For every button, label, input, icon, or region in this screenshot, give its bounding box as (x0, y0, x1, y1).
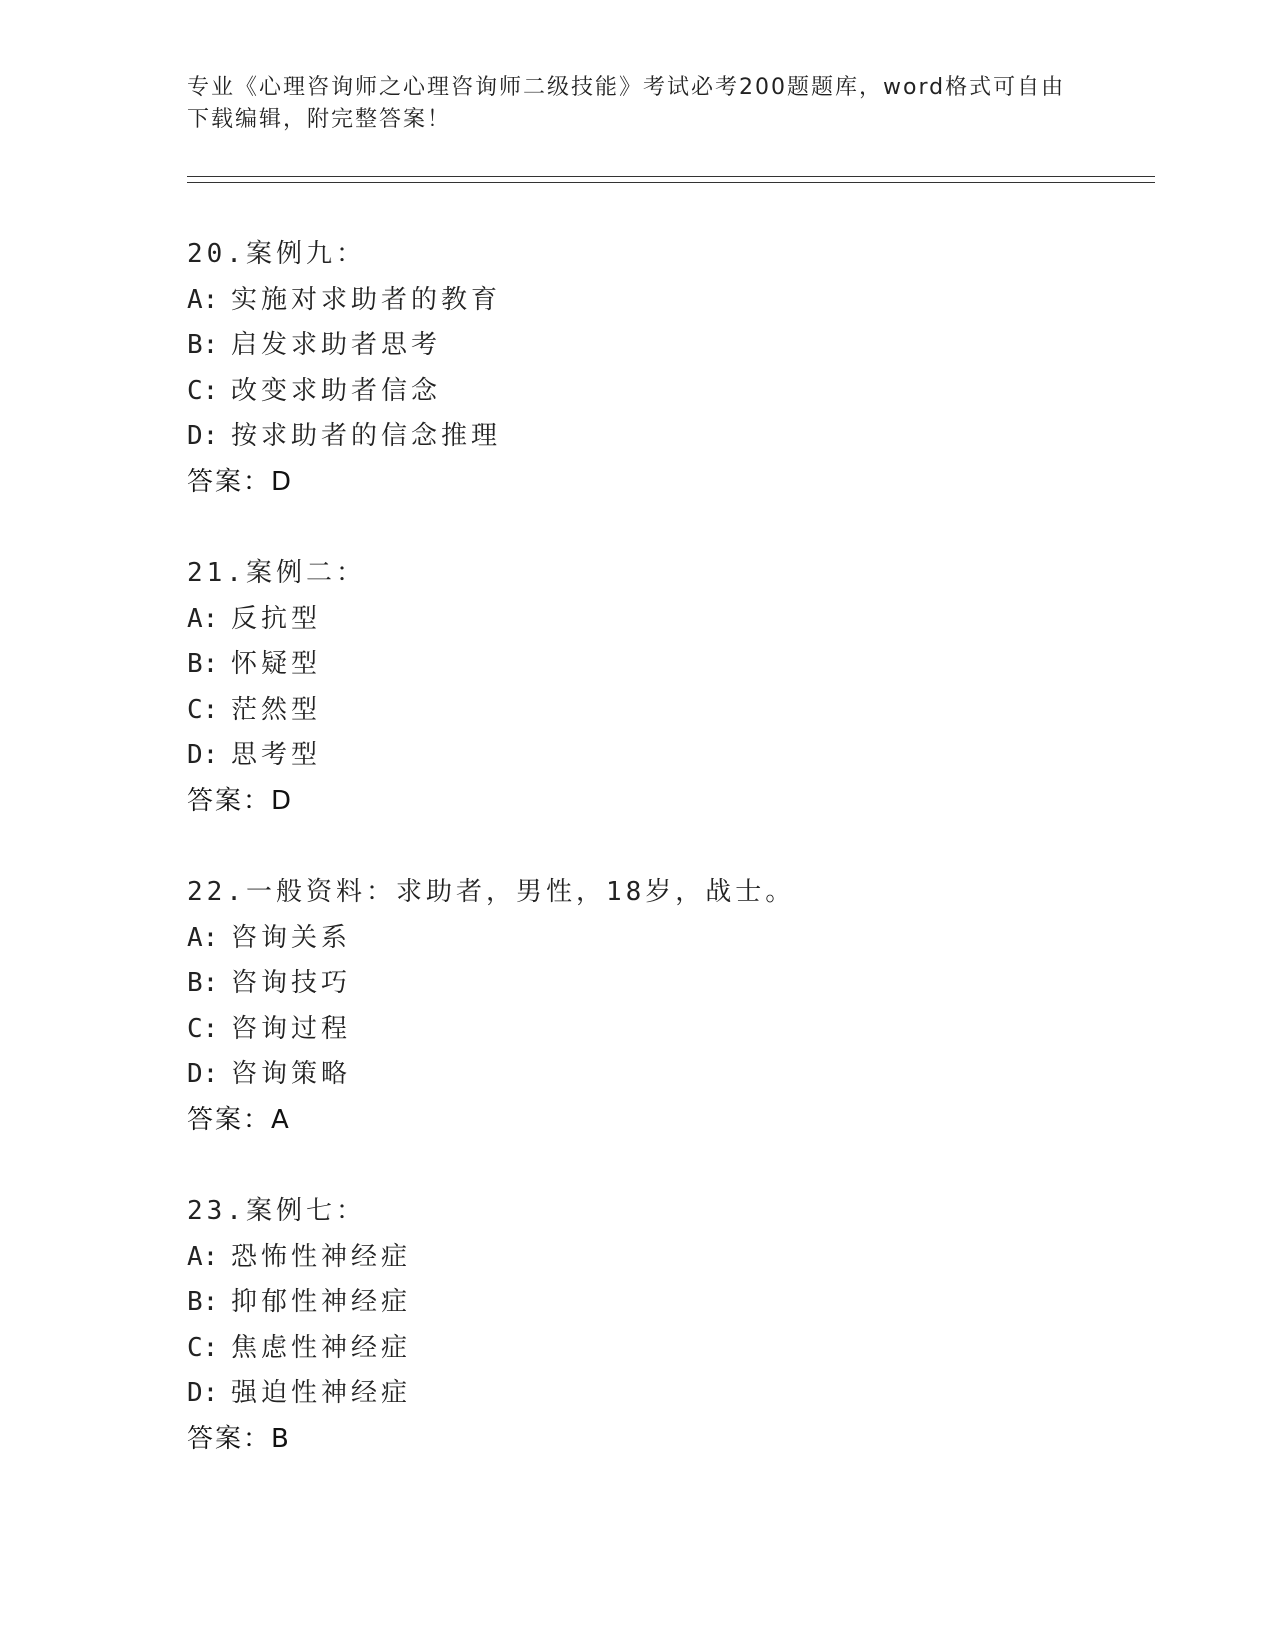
option-text: 怀疑型 (231, 649, 322, 679)
option-letter: B: (187, 649, 219, 679)
option-text: 咨询策略 (231, 1059, 352, 1089)
option-text: 强迫性神经症 (231, 1378, 412, 1408)
option-d (187, 1371, 1147, 1417)
option-b (187, 1280, 1147, 1326)
question-stem: 23.案例七： (187, 1196, 366, 1226)
question-22 (187, 870, 1147, 1143)
answer-line: 答案：D (187, 466, 294, 497)
option-a (187, 916, 1147, 962)
option-text: 实施对求助者的教育 (231, 284, 502, 315)
option-text: 改变求助者信念 (231, 375, 442, 406)
option-b (187, 961, 1147, 1007)
option-text: 咨询关系 (231, 922, 352, 953)
option-text: 反抗型 (231, 603, 322, 634)
option-b (187, 323, 1147, 369)
question-21 (187, 551, 1147, 824)
option-letter: D: (187, 1378, 219, 1408)
option-text: 抑郁性神经症 (231, 1287, 412, 1317)
question-stem: 20.案例九： (187, 239, 366, 269)
answer-line: 答案：B (187, 1423, 291, 1454)
option-letter: A: (187, 284, 219, 315)
answer-line: 答案：D (187, 785, 294, 816)
answer-line: 答案：A (187, 1104, 291, 1135)
option-c (187, 688, 1147, 734)
option-text: 茫然型 (231, 694, 322, 725)
option-a (187, 1235, 1147, 1281)
option-c (187, 369, 1147, 415)
option-letter: B: (187, 1287, 219, 1317)
question-23 (187, 1189, 1147, 1462)
document-header: 专业《心理咨询师之心理咨询师二级技能》考试必考200题题库，word格式可自由下载编辑，附完整答案！ (187, 75, 1066, 132)
question-stem: 21.案例二： (187, 558, 366, 588)
question-20 (187, 232, 1147, 505)
option-text: 咨询技巧 (231, 968, 352, 998)
option-c (187, 1007, 1147, 1053)
option-text: 恐怖性神经症 (231, 1241, 412, 1272)
option-letter: C: (187, 1332, 219, 1363)
option-letter: D: (187, 1059, 219, 1089)
option-text: 思考型 (231, 740, 322, 770)
option-d (187, 414, 1147, 460)
option-a (187, 278, 1147, 324)
header-divider-bottom (187, 182, 1155, 183)
option-letter: A: (187, 1241, 219, 1272)
option-text: 启发求助者思考 (231, 330, 442, 360)
option-letter: A: (187, 603, 219, 634)
question-stem: 22.一般资料：求助者，男性，18岁，战士。 (187, 877, 796, 907)
option-text: 按求助者的信念推理 (231, 421, 502, 451)
option-letter: D: (187, 421, 219, 451)
option-d (187, 733, 1147, 779)
option-c (187, 1326, 1147, 1372)
option-b (187, 642, 1147, 688)
option-letter: C: (187, 375, 219, 406)
option-letter: B: (187, 968, 219, 998)
option-d (187, 1052, 1147, 1098)
option-text: 咨询过程 (231, 1013, 352, 1044)
option-a (187, 597, 1147, 643)
header-divider-top (187, 176, 1155, 177)
option-letter: A: (187, 922, 219, 953)
option-letter: B: (187, 330, 219, 360)
option-letter: C: (187, 1013, 219, 1044)
option-letter: C: (187, 694, 219, 725)
option-text: 焦虑性神经症 (231, 1332, 412, 1363)
option-letter: D: (187, 740, 219, 770)
